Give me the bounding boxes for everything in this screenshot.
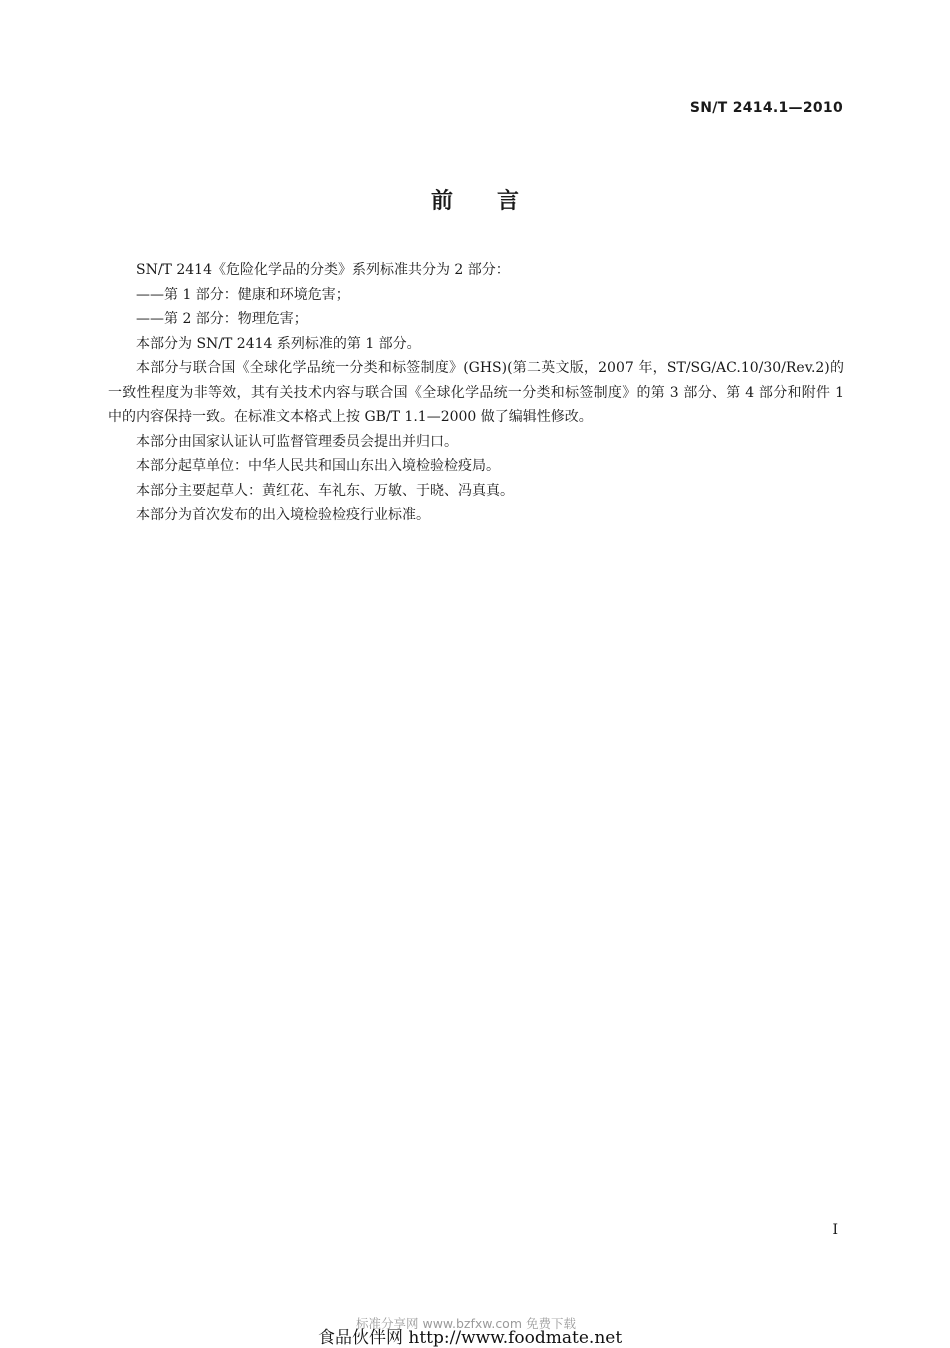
paragraph-ghs-consistency: 本部分与联合国《全球化学品统一分类和标签制度》(GHS)(第二英文版，2007 年，ST/SG/AC.10/30/Rev.2)的一致性程度为非等效，其有关技术内容与联合国《全球化学品统一分类和标签制度》的第 3 部分、第 4 部分和附件 1 中的内容保持一致。在标准文本格式上按 GB/T 1.1—2000 做了编辑性修改。 bbox=[108, 360, 845, 425]
standard-code: SN/T 2414.1—2010 bbox=[689, 100, 843, 116]
paragraph-part-2: ——第 2 部分：物理危害； bbox=[136, 311, 308, 327]
foreword-body bbox=[108, 258, 844, 528]
paragraph-intro: SN/T 2414《危险化学品的分类》系列标准共分为 2 部分： bbox=[136, 262, 510, 278]
watermark-bzfxw: 标准分享网 www.bzfxw.com 免费下载 bbox=[356, 1316, 576, 1331]
paragraph-part-1: ——第 1 部分：健康和环境危害； bbox=[136, 286, 350, 303]
page-title: 前言 bbox=[430, 189, 563, 214]
paragraph-this-part: 本部分为 SN/T 2414 系列标准的第 1 部分。 bbox=[136, 335, 421, 352]
paragraph-drafters: 本部分主要起草人：黄红花、车礼东、万敏、于晓、冯真真。 bbox=[136, 482, 514, 499]
paragraph-first-release: 本部分为首次发布的出入境检验检疫行业标准。 bbox=[136, 507, 430, 523]
page-number: I bbox=[832, 1222, 838, 1238]
watermark-foodmate: 食品伙伴网 http://www.foodmate.net bbox=[318, 1328, 623, 1348]
paragraph-drafting-unit: 本部分起草单位：中华人民共和国山东出入境检验检疫局。 bbox=[136, 458, 500, 474]
paragraph-proposer: 本部分由国家认证认可监督管理委员会提出并归口。 bbox=[136, 433, 458, 450]
